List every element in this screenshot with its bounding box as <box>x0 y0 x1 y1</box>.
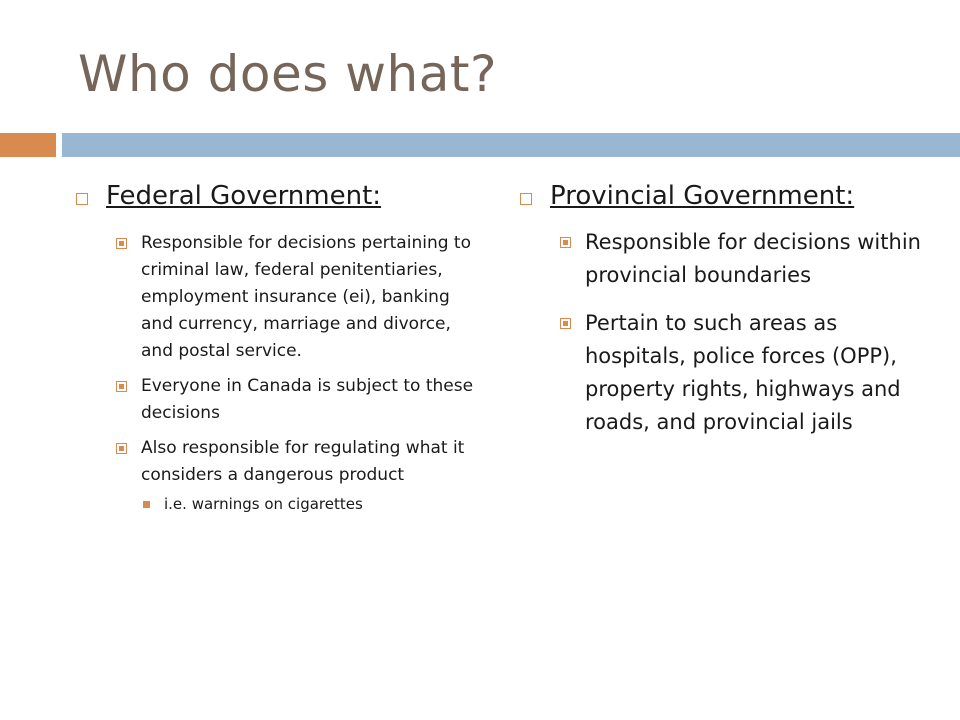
federal-sub-bullet-list <box>143 493 476 515</box>
provincial-heading-text: Provincial Government: <box>550 181 855 211</box>
list-item <box>560 307 940 439</box>
filled-square-bullet-icon <box>560 237 571 248</box>
filled-square-bullet-icon <box>116 443 127 454</box>
filled-square-bullet-icon <box>116 238 127 249</box>
title-accent-bar <box>0 133 56 157</box>
federal-heading <box>76 178 476 214</box>
provincial-column <box>520 178 940 454</box>
title-divider-bar <box>62 133 960 157</box>
federal-column <box>76 178 476 515</box>
list-item <box>116 373 476 427</box>
list-item <box>560 226 940 292</box>
bullet-text: Also responsible for regulating what it considers a dangerous product <box>141 438 465 485</box>
list-item <box>143 493 476 515</box>
filled-square-bullet-icon <box>116 381 127 392</box>
sub-bullet-text: i.e. warnings on cigarettes <box>164 495 363 513</box>
bullet-text: Everyone in Canada is subject to these decisions <box>141 376 474 423</box>
bullet-text: Responsible for decisions pertaining to criminal law, federal penitentiaries, employment insurance (ei), banking and currency, marriage and divorce, and postal service. <box>141 233 471 361</box>
bullet-text: Responsible for decisions within provincial boundaries <box>585 230 921 287</box>
bullet-text: Pertain to such areas as hospitals, police forces (OPP), property rights, highways and roads, and provincial jails <box>585 311 901 434</box>
hollow-square-bullet-icon <box>520 193 532 205</box>
list-item <box>116 230 476 365</box>
provincial-bullet-list <box>560 226 940 439</box>
list-item <box>116 435 476 489</box>
provincial-heading <box>520 178 940 214</box>
hollow-square-bullet-icon <box>76 193 88 205</box>
small-square-bullet-icon <box>143 501 150 508</box>
federal-heading-text: Federal Government: <box>106 181 382 211</box>
filled-square-bullet-icon <box>560 318 571 329</box>
federal-bullet-list <box>116 230 476 489</box>
slide-title: Who does what? <box>78 45 498 103</box>
